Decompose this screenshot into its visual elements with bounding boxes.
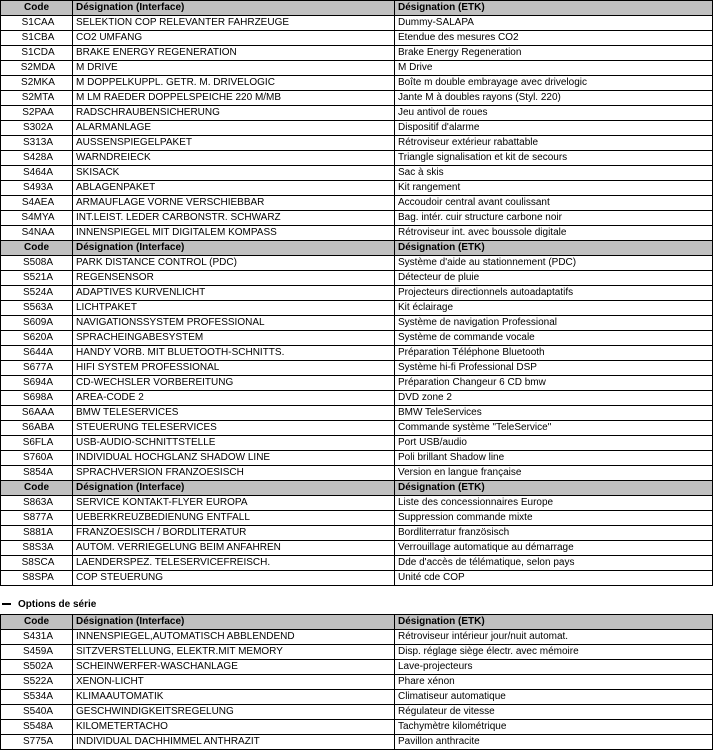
table-row — [1, 31, 713, 46]
table-row — [1, 16, 713, 31]
option-etk: Commande système "TeleService" — [395, 421, 713, 436]
option-interface: ADAPTIVES KURVENLICHT — [73, 286, 395, 301]
option-code: S644A — [1, 346, 73, 361]
option-interface: REGENSENSOR — [73, 271, 395, 286]
option-interface: SKISACK — [73, 166, 395, 181]
table-row — [1, 511, 713, 526]
option-etk: Kit rangement — [395, 181, 713, 196]
table-row — [1, 91, 713, 106]
table-row — [1, 301, 713, 316]
table-row — [1, 556, 713, 571]
option-interface: KLIMAAUTOMATIK — [73, 690, 395, 705]
option-code: S877A — [1, 511, 73, 526]
option-interface: COP STEUERUNG — [73, 571, 395, 586]
option-interface: STEUERUNG TELESERVICES — [73, 421, 395, 436]
option-code: S302A — [1, 121, 73, 136]
option-code: S522A — [1, 675, 73, 690]
option-interface: PARK DISTANCE CONTROL (PDC) — [73, 256, 395, 271]
option-etk: Dde d'accès de télématique, selon pays — [395, 556, 713, 571]
option-interface: NAVIGATIONSSYSTEM PROFESSIONAL — [73, 316, 395, 331]
table-row — [1, 211, 713, 226]
option-etk: Liste des concessionnaires Europe — [395, 496, 713, 511]
option-code: S694A — [1, 376, 73, 391]
table-row — [1, 660, 713, 675]
option-etk: BMW TeleServices — [395, 406, 713, 421]
header-interface: Désignation (Interface) — [73, 481, 395, 496]
table-row — [1, 316, 713, 331]
option-interface: SELEKTION COP RELEVANTER FAHRZEUGE — [73, 16, 395, 31]
table-row — [1, 166, 713, 181]
option-code: S431A — [1, 630, 73, 645]
option-etk: Kit éclairage — [395, 301, 713, 316]
option-code: S464A — [1, 166, 73, 181]
option-etk: Climatiseur automatique — [395, 690, 713, 705]
option-code: S521A — [1, 271, 73, 286]
table-row — [1, 46, 713, 61]
table-row — [1, 196, 713, 211]
header-etk: Désignation (ETK) — [395, 241, 713, 256]
table-row — [1, 256, 713, 271]
option-etk: Rétroviseur int. avec boussole digitale — [395, 226, 713, 241]
option-code: S760A — [1, 451, 73, 466]
option-etk: Sac à skis — [395, 166, 713, 181]
option-etk: Rétroviseur extérieur rabattable — [395, 136, 713, 151]
option-etk: Disp. réglage siège électr. avec mémoire — [395, 645, 713, 660]
option-code: S459A — [1, 645, 73, 660]
header-etk: Désignation (ETK) — [395, 481, 713, 496]
table-header-row — [1, 615, 713, 630]
table-row — [1, 675, 713, 690]
table-row — [1, 76, 713, 91]
option-etk: Projecteurs directionnels autoadaptatifs — [395, 286, 713, 301]
option-interface: INNENSPIEGEL,AUTOMATISCH ABBLENDEND — [73, 630, 395, 645]
option-code: S620A — [1, 331, 73, 346]
table-row — [1, 571, 713, 586]
table-row — [1, 121, 713, 136]
option-etk: DVD zone 2 — [395, 391, 713, 406]
option-etk: Suppression commande mixte — [395, 511, 713, 526]
option-code: S534A — [1, 690, 73, 705]
option-etk: Port USB/audio — [395, 436, 713, 451]
option-etk: Système de commande vocale — [395, 331, 713, 346]
option-interface: INNENSPIEGEL MIT DIGITALEM KOMPASS — [73, 226, 395, 241]
option-code: S609A — [1, 316, 73, 331]
option-code: S428A — [1, 151, 73, 166]
option-etk: Accoudoir central avant coulissant — [395, 196, 713, 211]
option-interface: CD-WECHSLER VORBEREITUNG — [73, 376, 395, 391]
option-interface: HANDY VORB. MIT BLUETOOTH-SCHNITTS. — [73, 346, 395, 361]
option-code: S524A — [1, 286, 73, 301]
header-etk: Désignation (ETK) — [395, 1, 713, 16]
header-code: Code — [1, 1, 73, 16]
option-code: S4AEA — [1, 196, 73, 211]
option-code: S854A — [1, 466, 73, 481]
option-etk: Tachymètre kilométrique — [395, 720, 713, 735]
table-row — [1, 645, 713, 660]
option-interface: BRAKE ENERGY REGENERATION — [73, 46, 395, 61]
header-etk: Désignation (ETK) — [395, 615, 713, 630]
option-code: S677A — [1, 361, 73, 376]
option-etk: Détecteur de pluie — [395, 271, 713, 286]
option-etk: Bordliterratur französisch — [395, 526, 713, 541]
table-row — [1, 106, 713, 121]
option-interface: M DRIVE — [73, 61, 395, 76]
option-code: S502A — [1, 660, 73, 675]
option-interface: AUTOM. VERRIEGELUNG BEIM ANFAHREN — [73, 541, 395, 556]
option-interface: ARMAUFLAGE VORNE VERSCHIEBBAR — [73, 196, 395, 211]
option-interface: SCHEINWERFER-WASCHANLAGE — [73, 660, 395, 675]
option-code: S775A — [1, 735, 73, 750]
option-interface: CO2 UMFANG — [73, 31, 395, 46]
option-interface: ABLAGENPAKET — [73, 181, 395, 196]
option-code: S8SCA — [1, 556, 73, 571]
section-heading — [2, 598, 96, 612]
option-code: S1CAA — [1, 16, 73, 31]
option-interface: SPRACHEINGABESYSTEM — [73, 331, 395, 346]
option-interface: INT.LEIST. LEDER CARBONSTR. SCHWARZ — [73, 211, 395, 226]
option-etk: Boîte m double embrayage avec drivelogic — [395, 76, 713, 91]
option-interface: WARNDREIECK — [73, 151, 395, 166]
option-code: S508A — [1, 256, 73, 271]
header-interface: Désignation (Interface) — [73, 1, 395, 16]
option-interface: RADSCHRAUBENSICHERUNG — [73, 106, 395, 121]
option-interface: SITZVERSTELLUNG, ELEKTR.MIT MEMORY — [73, 645, 395, 660]
option-etk: Phare xénon — [395, 675, 713, 690]
table-row — [1, 361, 713, 376]
option-etk: Etendue des mesures CO2 — [395, 31, 713, 46]
option-code: S6AAA — [1, 406, 73, 421]
option-interface: M LM RAEDER DOPPELSPEICHE 220 M/MB — [73, 91, 395, 106]
option-code: S563A — [1, 301, 73, 316]
table-row — [1, 136, 713, 151]
option-code: S313A — [1, 136, 73, 151]
option-etk: Unité cde COP — [395, 571, 713, 586]
option-code: S2PAA — [1, 106, 73, 121]
option-interface: ALARMANLAGE — [73, 121, 395, 136]
table-row — [1, 541, 713, 556]
option-code: S6ABA — [1, 421, 73, 436]
table-row — [1, 630, 713, 645]
option-code: S1CDA — [1, 46, 73, 61]
table-row — [1, 331, 713, 346]
option-etk: Triangle signalisation et kit de secours — [395, 151, 713, 166]
option-etk: Poli brillant Shadow line — [395, 451, 713, 466]
header-code: Code — [1, 615, 73, 630]
table-row — [1, 690, 713, 705]
standard-options-table — [0, 614, 713, 750]
option-etk: Dummy-SALAPA — [395, 16, 713, 31]
option-code: S2MTA — [1, 91, 73, 106]
table-row — [1, 286, 713, 301]
table-row — [1, 451, 713, 466]
table-row — [1, 271, 713, 286]
option-etk: Version en langue française — [395, 466, 713, 481]
option-etk: Système de navigation Professional — [395, 316, 713, 331]
collapse-dash-icon — [2, 603, 11, 605]
option-interface: M DOPPELKUPPL. GETR. M. DRIVELOGIC — [73, 76, 395, 91]
option-code: S2MDA — [1, 61, 73, 76]
option-code: S8SPA — [1, 571, 73, 586]
option-etk: Verrouillage automatique au démarrage — [395, 541, 713, 556]
table-header-row — [1, 1, 713, 16]
option-etk: Bag. intér. cuir structure carbone noir — [395, 211, 713, 226]
option-code: S881A — [1, 526, 73, 541]
option-interface: INDIVIDUAL HOCHGLANZ SHADOW LINE — [73, 451, 395, 466]
table-row — [1, 735, 713, 750]
option-etk: Préparation Téléphone Bluetooth — [395, 346, 713, 361]
table-row — [1, 226, 713, 241]
table-header-row — [1, 241, 713, 256]
option-etk: Système d'aide au stationnement (PDC) — [395, 256, 713, 271]
option-interface: UEBERKREUZBEDIENUNG ENTFALL — [73, 511, 395, 526]
option-interface: BMW TELESERVICES — [73, 406, 395, 421]
option-code: S4MYA — [1, 211, 73, 226]
option-code: S548A — [1, 720, 73, 735]
option-interface: HIFI SYSTEM PROFESSIONAL — [73, 361, 395, 376]
option-code: S540A — [1, 705, 73, 720]
option-code: S4NAA — [1, 226, 73, 241]
option-interface: FRANZOESISCH / BORDLITERATUR — [73, 526, 395, 541]
option-etk: Brake Energy Regeneration — [395, 46, 713, 61]
option-etk: Lave-projecteurs — [395, 660, 713, 675]
option-etk: Dispositif d'alarme — [395, 121, 713, 136]
option-code: S698A — [1, 391, 73, 406]
table-row — [1, 61, 713, 76]
table-row — [1, 436, 713, 451]
option-code: S8S3A — [1, 541, 73, 556]
option-interface: SPRACHVERSION FRANZOESISCH — [73, 466, 395, 481]
header-code: Code — [1, 481, 73, 496]
table-row — [1, 526, 713, 541]
option-code: S863A — [1, 496, 73, 511]
option-etk: Régulateur de vitesse — [395, 705, 713, 720]
option-interface: LICHTPAKET — [73, 301, 395, 316]
option-interface: KILOMETERTACHO — [73, 720, 395, 735]
table-row — [1, 421, 713, 436]
option-etk: Préparation Changeur 6 CD bmw — [395, 376, 713, 391]
option-etk: M Drive — [395, 61, 713, 76]
option-interface: USB-AUDIO-SCHNITTSTELLE — [73, 436, 395, 451]
option-interface: GESCHWINDIGKEITSREGELUNG — [73, 705, 395, 720]
option-etk: Rétroviseur intérieur jour/nuit automat. — [395, 630, 713, 645]
option-code: S2MKA — [1, 76, 73, 91]
table-row — [1, 181, 713, 196]
option-interface: SERVICE KONTAKT-FLYER EUROPA — [73, 496, 395, 511]
option-interface: LAENDERSPEZ. TELESERVICEFREISCH. — [73, 556, 395, 571]
option-code: S6FLA — [1, 436, 73, 451]
table-row — [1, 346, 713, 361]
option-interface: AUSSENSPIEGELPAKET — [73, 136, 395, 151]
table-header-row — [1, 481, 713, 496]
option-interface: AREA-CODE 2 — [73, 391, 395, 406]
header-interface: Désignation (Interface) — [73, 615, 395, 630]
table-row — [1, 376, 713, 391]
table-row — [1, 406, 713, 421]
header-interface: Désignation (Interface) — [73, 241, 395, 256]
table-row — [1, 391, 713, 406]
table-row — [1, 720, 713, 735]
table-row — [1, 496, 713, 511]
section-title: Options de série — [18, 599, 97, 610]
option-etk: Jeu antivol de roues — [395, 106, 713, 121]
option-etk: Pavillon anthracite — [395, 735, 713, 750]
option-code: S1CBA — [1, 31, 73, 46]
option-code: S493A — [1, 181, 73, 196]
option-interface: XENON-LICHT — [73, 675, 395, 690]
header-code: Code — [1, 241, 73, 256]
table-row — [1, 466, 713, 481]
table-row — [1, 151, 713, 166]
option-interface: INDIVIDUAL DACHHIMMEL ANTHRAZIT — [73, 735, 395, 750]
option-etk: Jante M à doubles rayons (Styl. 220) — [395, 91, 713, 106]
option-etk: Système hi-fi Professional DSP — [395, 361, 713, 376]
table-row — [1, 705, 713, 720]
